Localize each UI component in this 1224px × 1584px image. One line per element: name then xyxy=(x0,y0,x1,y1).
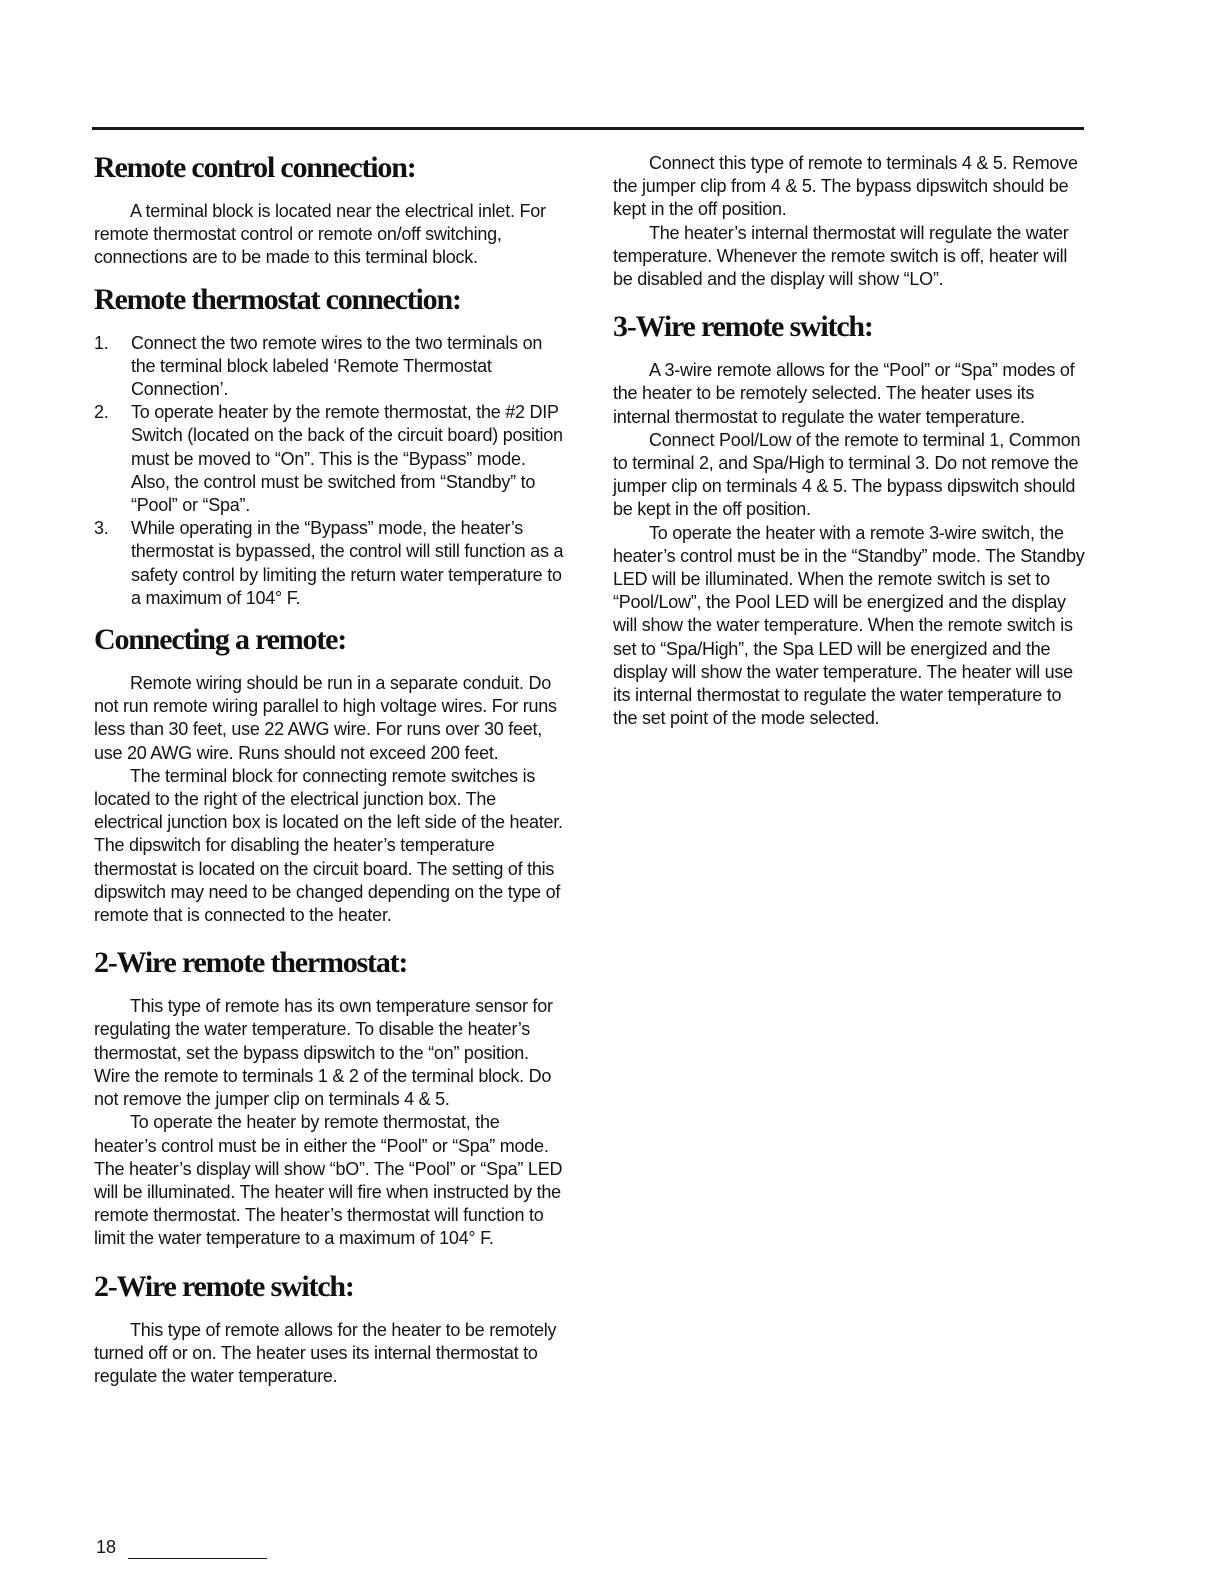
section-2-wire-remote-thermostat xyxy=(94,945,566,1250)
paragraph: Connect Pool/Low of the remote to terminal 1, Common to terminal 2, and Spa/High to terminal 3. Do not remove the jumper clip on terminals 4 & 5. The bypass dipswitch should be kept in the off position. xyxy=(613,429,1081,520)
steps-list xyxy=(94,332,566,610)
section-remote-control-connection xyxy=(94,150,566,270)
section-2-wire-remote-switch-continued xyxy=(613,152,1085,291)
list-item-text: To operate heater by the remote thermostat, the #2 DIP Switch (located on the back of the circuit board) position must be moved to “On”. This is the “Bypass” mode. Also, the control must be switched from “Standby” to “Pool” or “Spa”. xyxy=(131,402,563,516)
page-number: 18 xyxy=(96,1537,117,1557)
list-item-number: 1. xyxy=(94,332,109,353)
heading-3-wire-remote-switch: 3-Wire remote switch: xyxy=(613,310,873,344)
list-item-text: Connect the two remote wires to the two terminals on the terminal block labeled ‘Remote Thermostat Connection’. xyxy=(131,332,543,400)
list-item xyxy=(94,517,566,610)
list-item-number: 2. xyxy=(94,402,109,423)
list-item xyxy=(94,332,566,402)
heading-remote-control-connection: Remote control connection: xyxy=(94,151,416,184)
footer-rule xyxy=(128,1558,267,1559)
left-column xyxy=(94,150,566,1388)
list-item xyxy=(94,401,566,517)
section-3-wire-remote-switch xyxy=(613,309,1085,730)
list-item-text: While operating in the “Bypass” mode, the heater’s thermostat is bypassed, the control will still function as a safety control by limiting the return water temperature to a maximum of 104° F. xyxy=(131,518,564,608)
paragraph: A 3-wire remote allows for the “Pool” or “Spa” modes of the heater to be remotely selected. The heater uses its internal thermostat to regulate the water temperature. xyxy=(613,360,1075,427)
section-2-wire-remote-switch xyxy=(94,1269,566,1389)
paragraph: Connect this type of remote to terminals 4 & 5. Remove the jumper clip from 4 & 5. The bypass dipswitch should be kept in the off position. xyxy=(613,153,1078,220)
paragraph: Remote wiring should be run in a separate conduit. Do not run remote wiring parallel to high voltage wires. For runs less than 30 feet, use 22 AWG wire. For runs over 30 feet, use 20 AWG wire. Runs should not exceed 200 feet. xyxy=(94,673,557,763)
right-column xyxy=(613,152,1085,730)
heading-2-wire-remote-thermostat: 2-Wire remote thermostat: xyxy=(94,946,408,980)
paragraph: The terminal block for connecting remote switches is located to the right of the electrical junction box. The electrical junction box is located on the left side of the heater. The dipswitch for disabling the heater’s temperature thermostat is located on the circuit board. The setting of this dipswitch may need to be changed depending on the type of remote that is connected to the heater. xyxy=(94,765,563,926)
heading-remote-thermostat-connection: Remote thermostat connection: xyxy=(94,282,461,316)
paragraph: This type of remote allows for the heater to be remotely turned off or on. The heater uses its internal thermostat to regulate the water temperature. xyxy=(94,1319,557,1386)
heading-connecting-a-remote: Connecting a remote: xyxy=(94,623,347,657)
section-remote-thermostat-connection xyxy=(94,282,566,610)
paragraph: The heater’s internal thermostat will regulate the water temperature. Whenever the remote switch is off, heater will be disabled and the display will show “LO”. xyxy=(613,222,1069,290)
paragraph: To operate the heater with a remote 3-wire switch, the heater’s control must be in the “Standby” mode. The Standby LED will be illuminated. When the remote switch is set to “Pool/Low”, the Pool LED will be energized and the display will show the water temperature. When the remote switch is set to “Spa/High”, the Spa LED will be energized and the display will show the water temperature. The heater will use its internal thermostat to regulate the water temperature to the set point of the mode selected. xyxy=(613,522,1085,729)
list-item-number: 3. xyxy=(94,518,109,539)
paragraph: This type of remote has its own temperature sensor for regulating the water temperature. To disable the heater’s thermostat, set the bypass dipswitch to the “on” position. Wire the remote to terminals 1 & 2 of the terminal block. Do not remove the jumper clip on terminals 4 & 5. xyxy=(94,996,553,1110)
header-rule xyxy=(92,127,1084,130)
paragraph: To operate the heater by remote thermostat, the heater’s control must be in either the “Pool” or “Spa” mode. The heater’s display will show “bO”. The “Pool” or “Spa” LED will be illuminated. The heater will fire when instructed by the remote thermostat. The heater’s thermostat will function to limit the water temperature to a maximum of 104° F. xyxy=(94,1112,563,1249)
heading-2-wire-remote-switch: 2-Wire remote switch: xyxy=(94,1269,354,1303)
paragraph: A terminal block is located near the electrical inlet. For remote thermostat control or remote on/off switching, connections are to be made to this terminal block. xyxy=(94,201,546,268)
section-connecting-a-remote xyxy=(94,622,566,927)
